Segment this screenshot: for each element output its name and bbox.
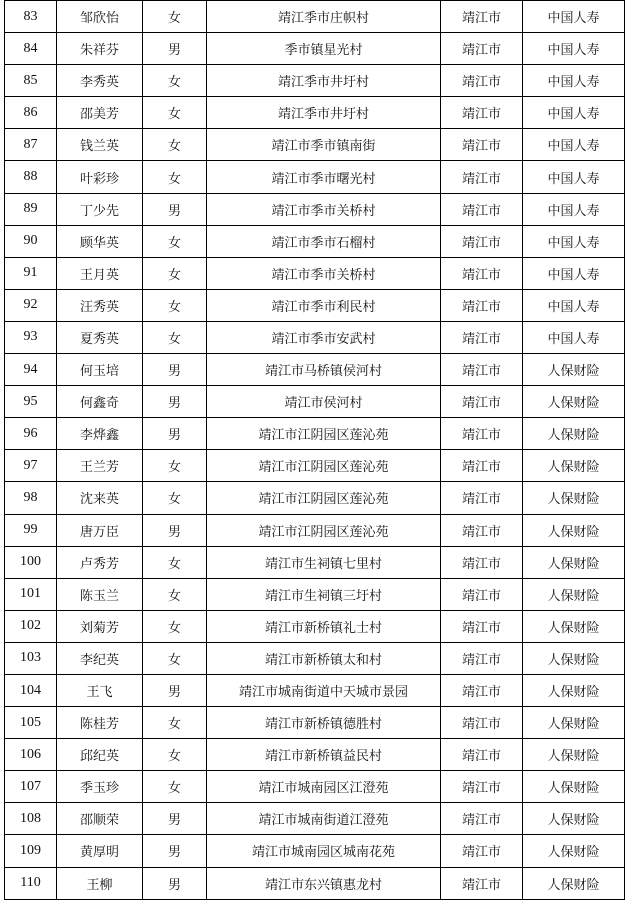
cell-insurer: 人保财险 [523, 803, 625, 835]
cell-city: 靖江市 [441, 610, 523, 642]
cell-city: 靖江市 [441, 354, 523, 386]
cell-city: 靖江市 [441, 450, 523, 482]
cell-gender: 女 [143, 1, 207, 33]
cell-row-number: 95 [5, 386, 57, 418]
cell-gender: 女 [143, 129, 207, 161]
cell-city: 靖江市 [441, 257, 523, 289]
table-row [5, 161, 625, 193]
cell-city: 靖江市 [441, 386, 523, 418]
cell-insurer: 中国人寿 [523, 65, 625, 97]
cell-gender: 女 [143, 642, 207, 674]
cell-person-name: 邵美芳 [57, 97, 143, 129]
cell-city: 靖江市 [441, 321, 523, 353]
cell-insurer: 中国人寿 [523, 257, 625, 289]
cell-city: 靖江市 [441, 739, 523, 771]
cell-row-number: 106 [5, 739, 57, 771]
cell-insurer: 中国人寿 [523, 289, 625, 321]
cell-gender: 男 [143, 354, 207, 386]
table-row [5, 225, 625, 257]
cell-insurer: 人保财险 [523, 482, 625, 514]
cell-person-name: 刘菊芳 [57, 610, 143, 642]
cell-person-name: 邵顺荣 [57, 803, 143, 835]
table-row [5, 867, 625, 899]
cell-insurer: 人保财险 [523, 546, 625, 578]
cell-gender: 女 [143, 97, 207, 129]
cell-row-number: 94 [5, 354, 57, 386]
cell-gender: 男 [143, 33, 207, 65]
cell-address: 靖江市季市关桥村 [207, 257, 441, 289]
roster-body [5, 1, 625, 900]
cell-person-name: 黄厚明 [57, 835, 143, 867]
cell-person-name: 朱祥芬 [57, 33, 143, 65]
table-row [5, 65, 625, 97]
cell-city: 靖江市 [441, 97, 523, 129]
cell-row-number: 93 [5, 321, 57, 353]
cell-address: 靖江市城南街道江澄苑 [207, 803, 441, 835]
cell-insurer: 人保财险 [523, 514, 625, 546]
table-row [5, 354, 625, 386]
table-row [5, 739, 625, 771]
cell-address: 靖江市马桥镇侯河村 [207, 354, 441, 386]
table-row [5, 33, 625, 65]
cell-insurer: 人保财险 [523, 739, 625, 771]
cell-person-name: 沈来英 [57, 482, 143, 514]
roster-table [4, 0, 625, 900]
cell-gender: 女 [143, 578, 207, 610]
cell-person-name: 丁少先 [57, 193, 143, 225]
cell-city: 靖江市 [441, 33, 523, 65]
cell-insurer: 人保财险 [523, 386, 625, 418]
cell-address: 靖江市侯河村 [207, 386, 441, 418]
table-row [5, 321, 625, 353]
cell-row-number: 97 [5, 450, 57, 482]
cell-address: 靖江市城南街道中天城市景园 [207, 674, 441, 706]
cell-city: 靖江市 [441, 129, 523, 161]
cell-city: 靖江市 [441, 674, 523, 706]
cell-row-number: 109 [5, 835, 57, 867]
cell-row-number: 102 [5, 610, 57, 642]
cell-insurer: 中国人寿 [523, 193, 625, 225]
cell-insurer: 人保财险 [523, 610, 625, 642]
cell-row-number: 107 [5, 771, 57, 803]
cell-row-number: 104 [5, 674, 57, 706]
cell-city: 靖江市 [441, 578, 523, 610]
cell-address: 靖江市江阴园区莲沁苑 [207, 418, 441, 450]
cell-city: 靖江市 [441, 225, 523, 257]
cell-city: 靖江市 [441, 418, 523, 450]
cell-gender: 男 [143, 193, 207, 225]
cell-person-name: 何鑫奇 [57, 386, 143, 418]
cell-person-name: 叶彩珍 [57, 161, 143, 193]
table-row [5, 771, 625, 803]
cell-person-name: 唐万臣 [57, 514, 143, 546]
cell-row-number: 99 [5, 514, 57, 546]
cell-gender: 女 [143, 450, 207, 482]
cell-gender: 女 [143, 289, 207, 321]
cell-address: 靖江市新桥镇益民村 [207, 739, 441, 771]
cell-row-number: 98 [5, 482, 57, 514]
table-row [5, 289, 625, 321]
table-row [5, 450, 625, 482]
cell-gender: 男 [143, 867, 207, 899]
cell-person-name: 季玉珍 [57, 771, 143, 803]
cell-gender: 男 [143, 803, 207, 835]
cell-row-number: 103 [5, 642, 57, 674]
cell-address: 靖江市生祠镇三圩村 [207, 578, 441, 610]
table-row [5, 257, 625, 289]
cell-address: 靖江市季市曙光村 [207, 161, 441, 193]
cell-address: 靖江市城南园区江澄苑 [207, 771, 441, 803]
cell-row-number: 110 [5, 867, 57, 899]
cell-row-number: 86 [5, 97, 57, 129]
cell-person-name: 何玉培 [57, 354, 143, 386]
table-row [5, 129, 625, 161]
table-row [5, 835, 625, 867]
cell-row-number: 91 [5, 257, 57, 289]
table-row [5, 674, 625, 706]
cell-row-number: 96 [5, 418, 57, 450]
table-row [5, 707, 625, 739]
cell-address: 靖江市季市利民村 [207, 289, 441, 321]
cell-insurer: 中国人寿 [523, 129, 625, 161]
cell-address: 靖江市城南园区城南花苑 [207, 835, 441, 867]
cell-address: 靖江市生祠镇七里村 [207, 546, 441, 578]
cell-person-name: 邱纪英 [57, 739, 143, 771]
cell-insurer: 人保财险 [523, 674, 625, 706]
cell-insurer: 人保财险 [523, 867, 625, 899]
cell-city: 靖江市 [441, 771, 523, 803]
table-row [5, 803, 625, 835]
cell-row-number: 83 [5, 1, 57, 33]
cell-city: 靖江市 [441, 193, 523, 225]
cell-gender: 女 [143, 321, 207, 353]
table-row [5, 97, 625, 129]
cell-row-number: 89 [5, 193, 57, 225]
cell-person-name: 钱兰英 [57, 129, 143, 161]
cell-gender: 男 [143, 514, 207, 546]
cell-insurer: 人保财险 [523, 642, 625, 674]
cell-gender: 女 [143, 739, 207, 771]
cell-person-name: 陈桂芳 [57, 707, 143, 739]
cell-gender: 女 [143, 610, 207, 642]
cell-city: 靖江市 [441, 642, 523, 674]
cell-address: 靖江市季市关桥村 [207, 193, 441, 225]
table-row [5, 418, 625, 450]
table-row [5, 578, 625, 610]
cell-address: 靖江市新桥镇德胜村 [207, 707, 441, 739]
cell-gender: 女 [143, 257, 207, 289]
cell-city: 靖江市 [441, 867, 523, 899]
cell-address: 靖江市江阴园区莲沁苑 [207, 482, 441, 514]
cell-person-name: 王柳 [57, 867, 143, 899]
cell-city: 靖江市 [441, 707, 523, 739]
cell-address: 靖江市江阴园区莲沁苑 [207, 450, 441, 482]
cell-gender: 女 [143, 225, 207, 257]
cell-insurer: 人保财险 [523, 707, 625, 739]
cell-gender: 女 [143, 546, 207, 578]
cell-gender: 女 [143, 65, 207, 97]
cell-row-number: 90 [5, 225, 57, 257]
cell-gender: 男 [143, 386, 207, 418]
cell-insurer: 人保财险 [523, 418, 625, 450]
cell-insurer: 中国人寿 [523, 1, 625, 33]
cell-address: 靖江季市井圩村 [207, 97, 441, 129]
cell-person-name: 王兰芳 [57, 450, 143, 482]
cell-person-name: 李纪英 [57, 642, 143, 674]
cell-city: 靖江市 [441, 1, 523, 33]
cell-insurer: 人保财险 [523, 578, 625, 610]
cell-person-name: 陈玉兰 [57, 578, 143, 610]
cell-row-number: 101 [5, 578, 57, 610]
cell-address: 靖江季市庄帜村 [207, 1, 441, 33]
cell-address: 季市镇星光村 [207, 33, 441, 65]
cell-insurer: 人保财险 [523, 354, 625, 386]
cell-gender: 女 [143, 771, 207, 803]
cell-person-name: 邹欣怡 [57, 1, 143, 33]
cell-insurer: 中国人寿 [523, 225, 625, 257]
cell-row-number: 108 [5, 803, 57, 835]
cell-row-number: 100 [5, 546, 57, 578]
table-row [5, 1, 625, 33]
cell-insurer: 人保财险 [523, 835, 625, 867]
table-row [5, 642, 625, 674]
cell-row-number: 84 [5, 33, 57, 65]
cell-person-name: 李秀英 [57, 65, 143, 97]
cell-person-name: 夏秀英 [57, 321, 143, 353]
table-row [5, 482, 625, 514]
cell-city: 靖江市 [441, 803, 523, 835]
cell-row-number: 85 [5, 65, 57, 97]
cell-address: 靖江市江阴园区莲沁苑 [207, 514, 441, 546]
cell-person-name: 顾华英 [57, 225, 143, 257]
cell-address: 靖江市东兴镇惠龙村 [207, 867, 441, 899]
table-row [5, 193, 625, 225]
cell-insurer: 中国人寿 [523, 161, 625, 193]
cell-city: 靖江市 [441, 65, 523, 97]
cell-gender: 女 [143, 161, 207, 193]
cell-city: 靖江市 [441, 161, 523, 193]
table-row [5, 386, 625, 418]
cell-address: 靖江市季市安武村 [207, 321, 441, 353]
cell-address: 靖江市新桥镇礼士村 [207, 610, 441, 642]
cell-person-name: 汪秀英 [57, 289, 143, 321]
cell-gender: 男 [143, 835, 207, 867]
cell-person-name: 王飞 [57, 674, 143, 706]
cell-person-name: 王月英 [57, 257, 143, 289]
cell-address: 靖江市季市石榴村 [207, 225, 441, 257]
table-row [5, 546, 625, 578]
cell-gender: 男 [143, 418, 207, 450]
cell-insurer: 中国人寿 [523, 321, 625, 353]
cell-city: 靖江市 [441, 835, 523, 867]
cell-person-name: 卢秀芳 [57, 546, 143, 578]
cell-insurer: 中国人寿 [523, 33, 625, 65]
cell-address: 靖江市季市镇南街 [207, 129, 441, 161]
cell-gender: 女 [143, 482, 207, 514]
cell-city: 靖江市 [441, 482, 523, 514]
cell-gender: 女 [143, 707, 207, 739]
cell-insurer: 人保财险 [523, 450, 625, 482]
cell-address: 靖江季市井圩村 [207, 65, 441, 97]
cell-gender: 男 [143, 674, 207, 706]
cell-insurer: 人保财险 [523, 771, 625, 803]
cell-row-number: 105 [5, 707, 57, 739]
cell-address: 靖江市新桥镇太和村 [207, 642, 441, 674]
cell-row-number: 87 [5, 129, 57, 161]
cell-row-number: 92 [5, 289, 57, 321]
cell-person-name: 李烨鑫 [57, 418, 143, 450]
cell-insurer: 中国人寿 [523, 97, 625, 129]
table-row [5, 514, 625, 546]
cell-city: 靖江市 [441, 289, 523, 321]
cell-city: 靖江市 [441, 546, 523, 578]
table-row [5, 610, 625, 642]
cell-city: 靖江市 [441, 514, 523, 546]
cell-row-number: 88 [5, 161, 57, 193]
